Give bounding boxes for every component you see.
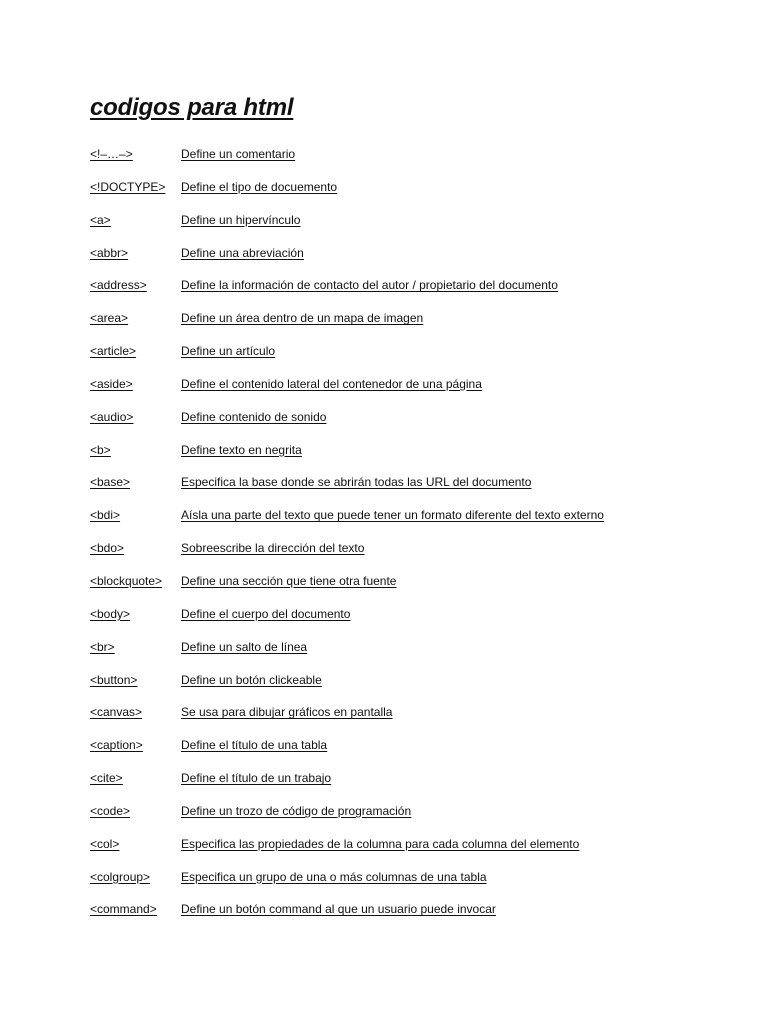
tag-description: Define el tipo de docuemento [181, 179, 338, 194]
tag-description: Define un hipervínculo [181, 212, 301, 227]
list-item [90, 901, 750, 934]
list-item [90, 343, 750, 376]
tag-description: Aísla una parte del texto que puede tener un formato diferente del texto externo [181, 508, 604, 523]
tag-name: <col> [90, 836, 120, 851]
tag-description: Define un comentario [181, 147, 296, 161]
tag-name: <a> [90, 212, 111, 227]
list-item [90, 507, 750, 540]
list-item [90, 146, 750, 179]
list-item [90, 540, 750, 573]
tag-description: Define el título de una tabla [181, 738, 328, 753]
tag-description: Se usa para dibujar gráficos en pantalla [181, 705, 393, 720]
list-item [90, 474, 750, 507]
list-item [90, 277, 750, 310]
tag-name: <br> [90, 639, 115, 654]
tag-name: <canvas> [90, 705, 143, 720]
tag-name: <abbr> [90, 245, 129, 260]
tag-name: <body> [90, 606, 131, 621]
tag-description: Sobreescribe la dirección del texto [181, 541, 365, 556]
list-item [90, 704, 750, 737]
tag-description: Define una sección que tiene otra fuente [181, 573, 397, 588]
tag-description: Define el contenido lateral del contenedor de una página [181, 376, 482, 391]
tag-description: Define una abreviación [181, 245, 304, 260]
list-item [90, 639, 750, 672]
list-item [90, 245, 750, 278]
tag-description: Define un botón clickeable [181, 672, 322, 687]
list-item [90, 672, 750, 705]
tag-name: <command> [90, 902, 157, 917]
list-item [90, 409, 750, 442]
tag-description: Define un trozo de código de programación [181, 803, 412, 818]
tag-name: <!–…–> [90, 147, 133, 161]
list-item [90, 606, 750, 639]
document-title: codigos para html [90, 94, 294, 121]
list-item [90, 869, 750, 902]
tag-name: <colgroup> [90, 869, 151, 884]
tag-name: <audio> [90, 409, 134, 424]
tag-name: <article> [90, 344, 137, 359]
tag-description: Define un salto de línea [181, 639, 308, 654]
tag-description: Especifica un grupo de una o más columnas de una tabla [181, 869, 487, 884]
tag-name: <area> [90, 311, 129, 326]
tag-name: <caption> [90, 738, 143, 753]
list-item [90, 310, 750, 343]
tag-name: <bdi> [90, 508, 121, 523]
tag-description: Define un botón command al que un usuario puede invocar [181, 902, 496, 917]
list-item [90, 212, 750, 245]
tag-description: Define el cuerpo del documento [181, 606, 351, 621]
list-item [90, 573, 750, 606]
tag-name: <!DOCTYPE> [90, 179, 166, 194]
tag-name: <b> [90, 442, 111, 457]
list-item [90, 442, 750, 475]
tag-description: Especifica las propiedades de la columna para cada columna del elemento [181, 836, 580, 851]
list-item [90, 737, 750, 770]
tag-name: <code> [90, 803, 131, 818]
list-item [90, 376, 750, 409]
tag-description: Define contenido de sonido [181, 409, 327, 424]
tag-name: <bdo> [90, 541, 125, 556]
tag-name: <button> [90, 672, 138, 687]
tag-description: Define la información de contacto del autor / propietario del documento [181, 278, 558, 293]
tag-name: <base> [90, 475, 131, 490]
tag-list [90, 146, 750, 934]
tag-description: Especifica la base donde se abrirán todas las URL del documento [181, 475, 532, 490]
list-item [90, 770, 750, 803]
tag-description: Define un artículo [181, 344, 276, 359]
tag-description: Define texto en negrita [181, 442, 302, 457]
list-item [90, 803, 750, 836]
list-item [90, 179, 750, 212]
tag-name: <blockquote> [90, 573, 163, 588]
tag-description: Define un área dentro de un mapa de imagen [181, 311, 424, 326]
tag-description: Define el título de un trabajo [181, 771, 332, 786]
tag-name: <address> [90, 278, 147, 293]
tag-name: <aside> [90, 376, 133, 391]
list-item [90, 836, 750, 869]
tag-name: <cite> [90, 771, 123, 786]
